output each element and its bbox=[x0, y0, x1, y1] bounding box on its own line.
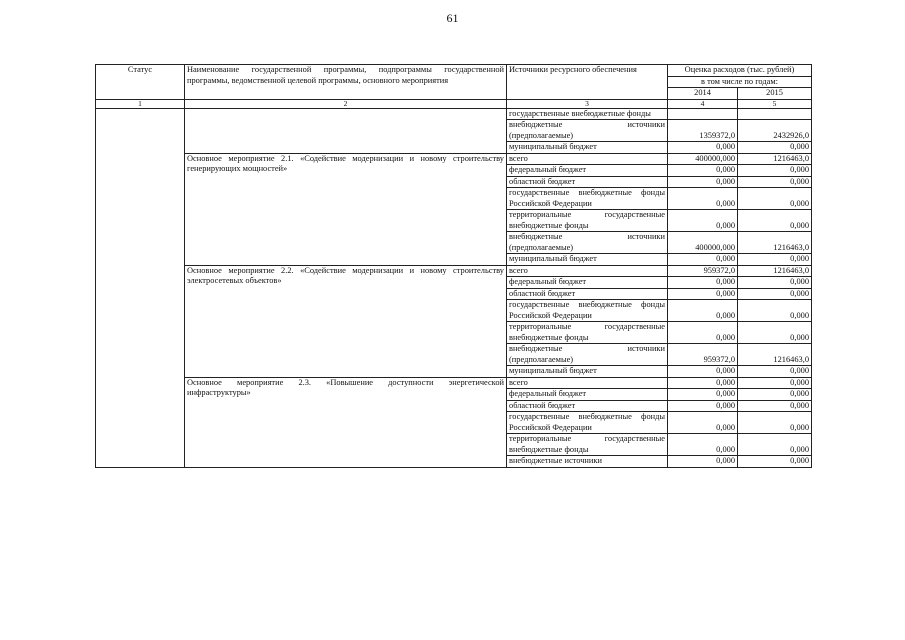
amount-2014-cell bbox=[668, 108, 738, 120]
amount-2014-cell: 400000,000 bbox=[668, 232, 738, 254]
amount-2015-cell: 0,000 bbox=[738, 412, 812, 434]
amount-2015-cell: 0,000 bbox=[738, 300, 812, 322]
source-cell: внебюджетные источники (предполагаемые) bbox=[507, 232, 668, 254]
amount-2015-cell: 0,000 bbox=[738, 277, 812, 289]
source-cell: федеральный бюджет bbox=[507, 165, 668, 177]
amount-2015-cell: 0,000 bbox=[738, 210, 812, 232]
amount-2015-cell: 0,000 bbox=[738, 322, 812, 344]
source-cell: областной бюджет bbox=[507, 288, 668, 300]
amount-2014-cell: 959372,0 bbox=[668, 344, 738, 366]
header-year-2014: 2014 bbox=[668, 88, 738, 100]
amount-2014-cell: 0,000 bbox=[668, 176, 738, 188]
amount-2014-cell: 0,000 bbox=[668, 165, 738, 177]
amount-2015-cell: 0,000 bbox=[738, 165, 812, 177]
header-name: Наименование государственной программы, подпрограммы государственной программы, ведомственной целевой программы, основного мероприятия bbox=[185, 65, 507, 100]
activity-name-cell: Основное мероприятие 2.2. «Содействие модернизации и новому строительству электросетевых объектов» bbox=[185, 265, 507, 377]
table-row bbox=[96, 377, 812, 389]
source-cell: всего bbox=[507, 153, 668, 165]
source-cell: областной бюджет bbox=[507, 176, 668, 188]
source-cell: всего bbox=[507, 265, 668, 277]
table-row bbox=[96, 108, 812, 120]
source-cell: федеральный бюджет bbox=[507, 277, 668, 289]
amount-2014-cell: 0,000 bbox=[668, 434, 738, 456]
amount-2015-cell: 0,000 bbox=[738, 254, 812, 266]
activity-name-cell: Основное мероприятие 2.1. «Содействие модернизации и новому строительству генерирующих мощностей» bbox=[185, 153, 507, 265]
source-cell: государственные внебюджетные фонды Российской Федерации bbox=[507, 412, 668, 434]
activity-name-cell bbox=[185, 108, 507, 153]
amount-2014-cell: 0,000 bbox=[668, 288, 738, 300]
column-index: 5 bbox=[738, 99, 812, 108]
table-row bbox=[96, 265, 812, 277]
amount-2014-cell: 0,000 bbox=[668, 412, 738, 434]
amount-2015-cell: 1216463,0 bbox=[738, 265, 812, 277]
amount-2014-cell: 400000,000 bbox=[668, 153, 738, 165]
column-index: 2 bbox=[185, 99, 507, 108]
amount-2014-cell: 0,000 bbox=[668, 210, 738, 232]
source-cell: внебюджетные источники (предполагаемые) bbox=[507, 120, 668, 142]
amount-2014-cell: 0,000 bbox=[668, 377, 738, 389]
amount-2015-cell: 0,000 bbox=[738, 142, 812, 154]
amount-2015-cell: 0,000 bbox=[738, 434, 812, 456]
header-year-2015: 2015 bbox=[738, 88, 812, 100]
header-status: Статус bbox=[96, 65, 185, 100]
amount-2015-cell: 0,000 bbox=[738, 389, 812, 401]
amount-2014-cell: 1359372,0 bbox=[668, 120, 738, 142]
table-row bbox=[96, 153, 812, 165]
column-index: 3 bbox=[507, 99, 668, 108]
amount-2015-cell: 0,000 bbox=[738, 456, 812, 468]
resource-table bbox=[95, 64, 812, 468]
amount-2015-cell: 1216463,0 bbox=[738, 153, 812, 165]
amount-2014-cell: 0,000 bbox=[668, 142, 738, 154]
source-cell: государственные внебюджетные фонды Российской Федерации bbox=[507, 300, 668, 322]
amount-2014-cell: 0,000 bbox=[668, 389, 738, 401]
source-cell: муниципальный бюджет bbox=[507, 366, 668, 378]
amount-2014-cell: 0,000 bbox=[668, 456, 738, 468]
amount-2014-cell: 0,000 bbox=[668, 400, 738, 412]
amount-2015-cell: 0,000 bbox=[738, 288, 812, 300]
amount-2014-cell: 0,000 bbox=[668, 366, 738, 378]
amount-2015-cell: 1216463,0 bbox=[738, 344, 812, 366]
amount-2014-cell: 959372,0 bbox=[668, 265, 738, 277]
amount-2014-cell: 0,000 bbox=[668, 254, 738, 266]
amount-2015-cell: 1216463,0 bbox=[738, 232, 812, 254]
source-cell: внебюджетные источники bbox=[507, 456, 668, 468]
amount-2014-cell: 0,000 bbox=[668, 277, 738, 289]
source-cell: внебюджетные источники (предполагаемые) bbox=[507, 344, 668, 366]
column-index: 1 bbox=[96, 99, 185, 108]
amount-2015-cell: 0,000 bbox=[738, 366, 812, 378]
amount-2015-cell: 0,000 bbox=[738, 400, 812, 412]
activity-name-cell: Основное мероприятие 2.3. «Повышение доступности энергетической инфраструктуры» bbox=[185, 377, 507, 467]
column-index: 4 bbox=[668, 99, 738, 108]
amount-2015-cell: 0,000 bbox=[738, 188, 812, 210]
page-number: 61 bbox=[446, 11, 459, 25]
amount-2015-cell: 0,000 bbox=[738, 176, 812, 188]
header-by-years: в том числе по годам: bbox=[668, 76, 812, 88]
header-sources: Источники ресурсного обеспечения bbox=[507, 65, 668, 100]
amount-2015-cell: 0,000 bbox=[738, 377, 812, 389]
source-cell: государственные внебюджетные фонды bbox=[507, 108, 668, 120]
status-cell bbox=[96, 108, 185, 467]
header-estimate: Оценка расходов (тыс. рублей) bbox=[668, 65, 812, 77]
source-cell: муниципальный бюджет bbox=[507, 142, 668, 154]
source-cell: муниципальный бюджет bbox=[507, 254, 668, 266]
column-index-row bbox=[96, 99, 812, 108]
source-cell: всего bbox=[507, 377, 668, 389]
source-cell: государственные внебюджетные фонды Российской Федерации bbox=[507, 188, 668, 210]
amount-2014-cell: 0,000 bbox=[668, 300, 738, 322]
source-cell: территориальные государственные внебюджетные фонды bbox=[507, 322, 668, 344]
source-cell: территориальные государственные внебюджетные фонды bbox=[507, 434, 668, 456]
source-cell: областной бюджет bbox=[507, 400, 668, 412]
source-cell: федеральный бюджет bbox=[507, 389, 668, 401]
amount-2014-cell: 0,000 bbox=[668, 322, 738, 344]
source-cell: территориальные государственные внебюджетные фонды bbox=[507, 210, 668, 232]
amount-2015-cell bbox=[738, 108, 812, 120]
amount-2014-cell: 0,000 bbox=[668, 188, 738, 210]
amount-2015-cell: 2432926,0 bbox=[738, 120, 812, 142]
